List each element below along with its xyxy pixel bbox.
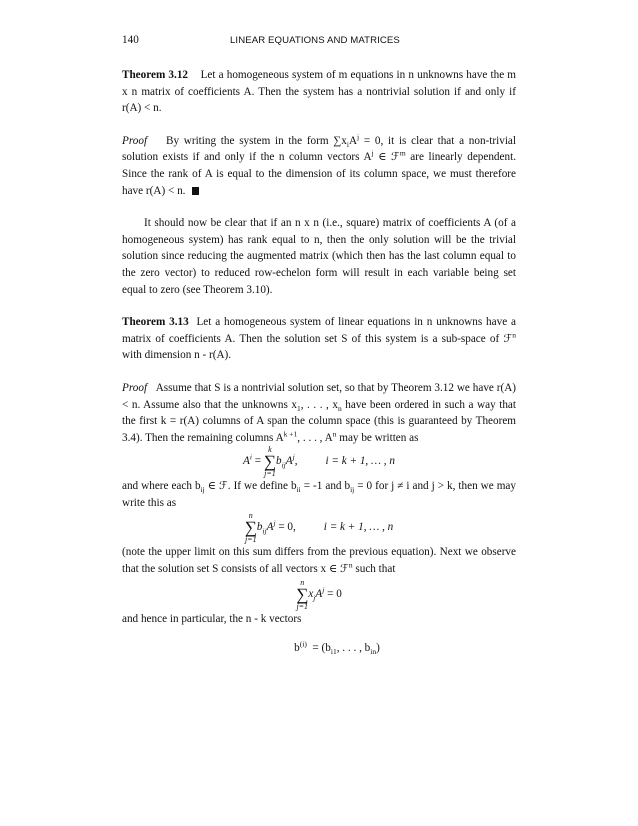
theorem-3-12: [122, 67, 516, 117]
equation-4: $b^{(i)} = (b_{i1}$, . . . , $b_{in}$): [294, 639, 380, 657]
theorem-label: Theorem 3.12: [122, 69, 189, 81]
paragraph: It should now be clear that if an n x n (i.e., square) matrix of coefficients A (of a homogeneous system) has rank equal to n, then the only solution will be the trivial solution since reducing the augmented matrix (which then has the last column equal to the zero vector) to reduced row-echelon form will result in each variable being set equal to zero (see Theorem 3.10).: [122, 217, 516, 296]
equation-1: $A^i = k$ ∑ $j=1b_{ij}A^j$, i = k + 1, … , n: [243, 445, 395, 479]
theorem-3-13: Theorem 3.13 Let a homogeneous system of linear equations in n unknowns have a matrix of coefficients A. Then the solution set S of this system is a sub-space of ℱ$^n$ with dimension n - r(A).: [122, 316, 517, 362]
text-where-b: and where each $b_{ij}$ ∈ ℱ. If we define $b_{ii} = -1$ and $b_{ij} = 0$ for j ≠ i and j > k, then we may write this as: [122, 480, 516, 509]
summation-icon: n ∑ j=1: [296, 577, 309, 611]
proof-label: Proof: [122, 134, 148, 147]
proof-2: Proof Assume that S is a nontrivial solution set, so that by Theorem 3.12 we have r(A) < n. Assume also that the unknowns $x_1$, . . . , $x_n$ have been ordered in such a way that the first k = r(A) columns of A span the column space (this is guaranteed by Theorem 3.4). Then the remaining columns $A^{k +1}$, . . . , $A^n$ may be written as: [122, 381, 517, 444]
text-hence: and hence in particular, the n - k vectors: [122, 612, 302, 625]
equation-2: n ∑ $j=1b_{ij}A^j = 0$, i = k + 1, … , n: [244, 511, 394, 545]
summation-icon: n ∑ j=1: [244, 511, 257, 545]
text-note: (note the upper limit on this sum differs from the previous equation). Next we observe that the solution set S consists of all vectors x ∈ ℱ$^n$ such that: [122, 546, 516, 576]
theorem-text: Let a homogeneous system of m equations in n unknowns have the m x n matrix of coefficients A. Then the system has a nontrivial solution if and only if r(A) < n.: [122, 69, 517, 115]
theorem-label: Theorem 3.13: [122, 316, 189, 329]
qed-square: [192, 187, 199, 195]
page: [122, 32, 516, 659]
page-number: 140: [122, 34, 139, 46]
proof-1: Proof By writing the system in the form $\sum x_iA^j = 0$, it is clear that a non-trivial solution exists if and only if the n column vectors $A^j$ ∈ ℱ$^m$ are linearly dependent. Since the rank of A is equal to the dimension of its column space, we must therefore have r(A) < n.: [122, 132, 517, 197]
equation-3: n ∑ $j=1x_jA^j = 0$: [296, 577, 342, 611]
proof-label: Proof: [122, 381, 148, 394]
running-title: LINEAR EQUATIONS AND MATRICES: [230, 35, 400, 46]
page-header: [122, 32, 516, 52]
summation-icon: k ∑ j=1: [263, 445, 276, 479]
